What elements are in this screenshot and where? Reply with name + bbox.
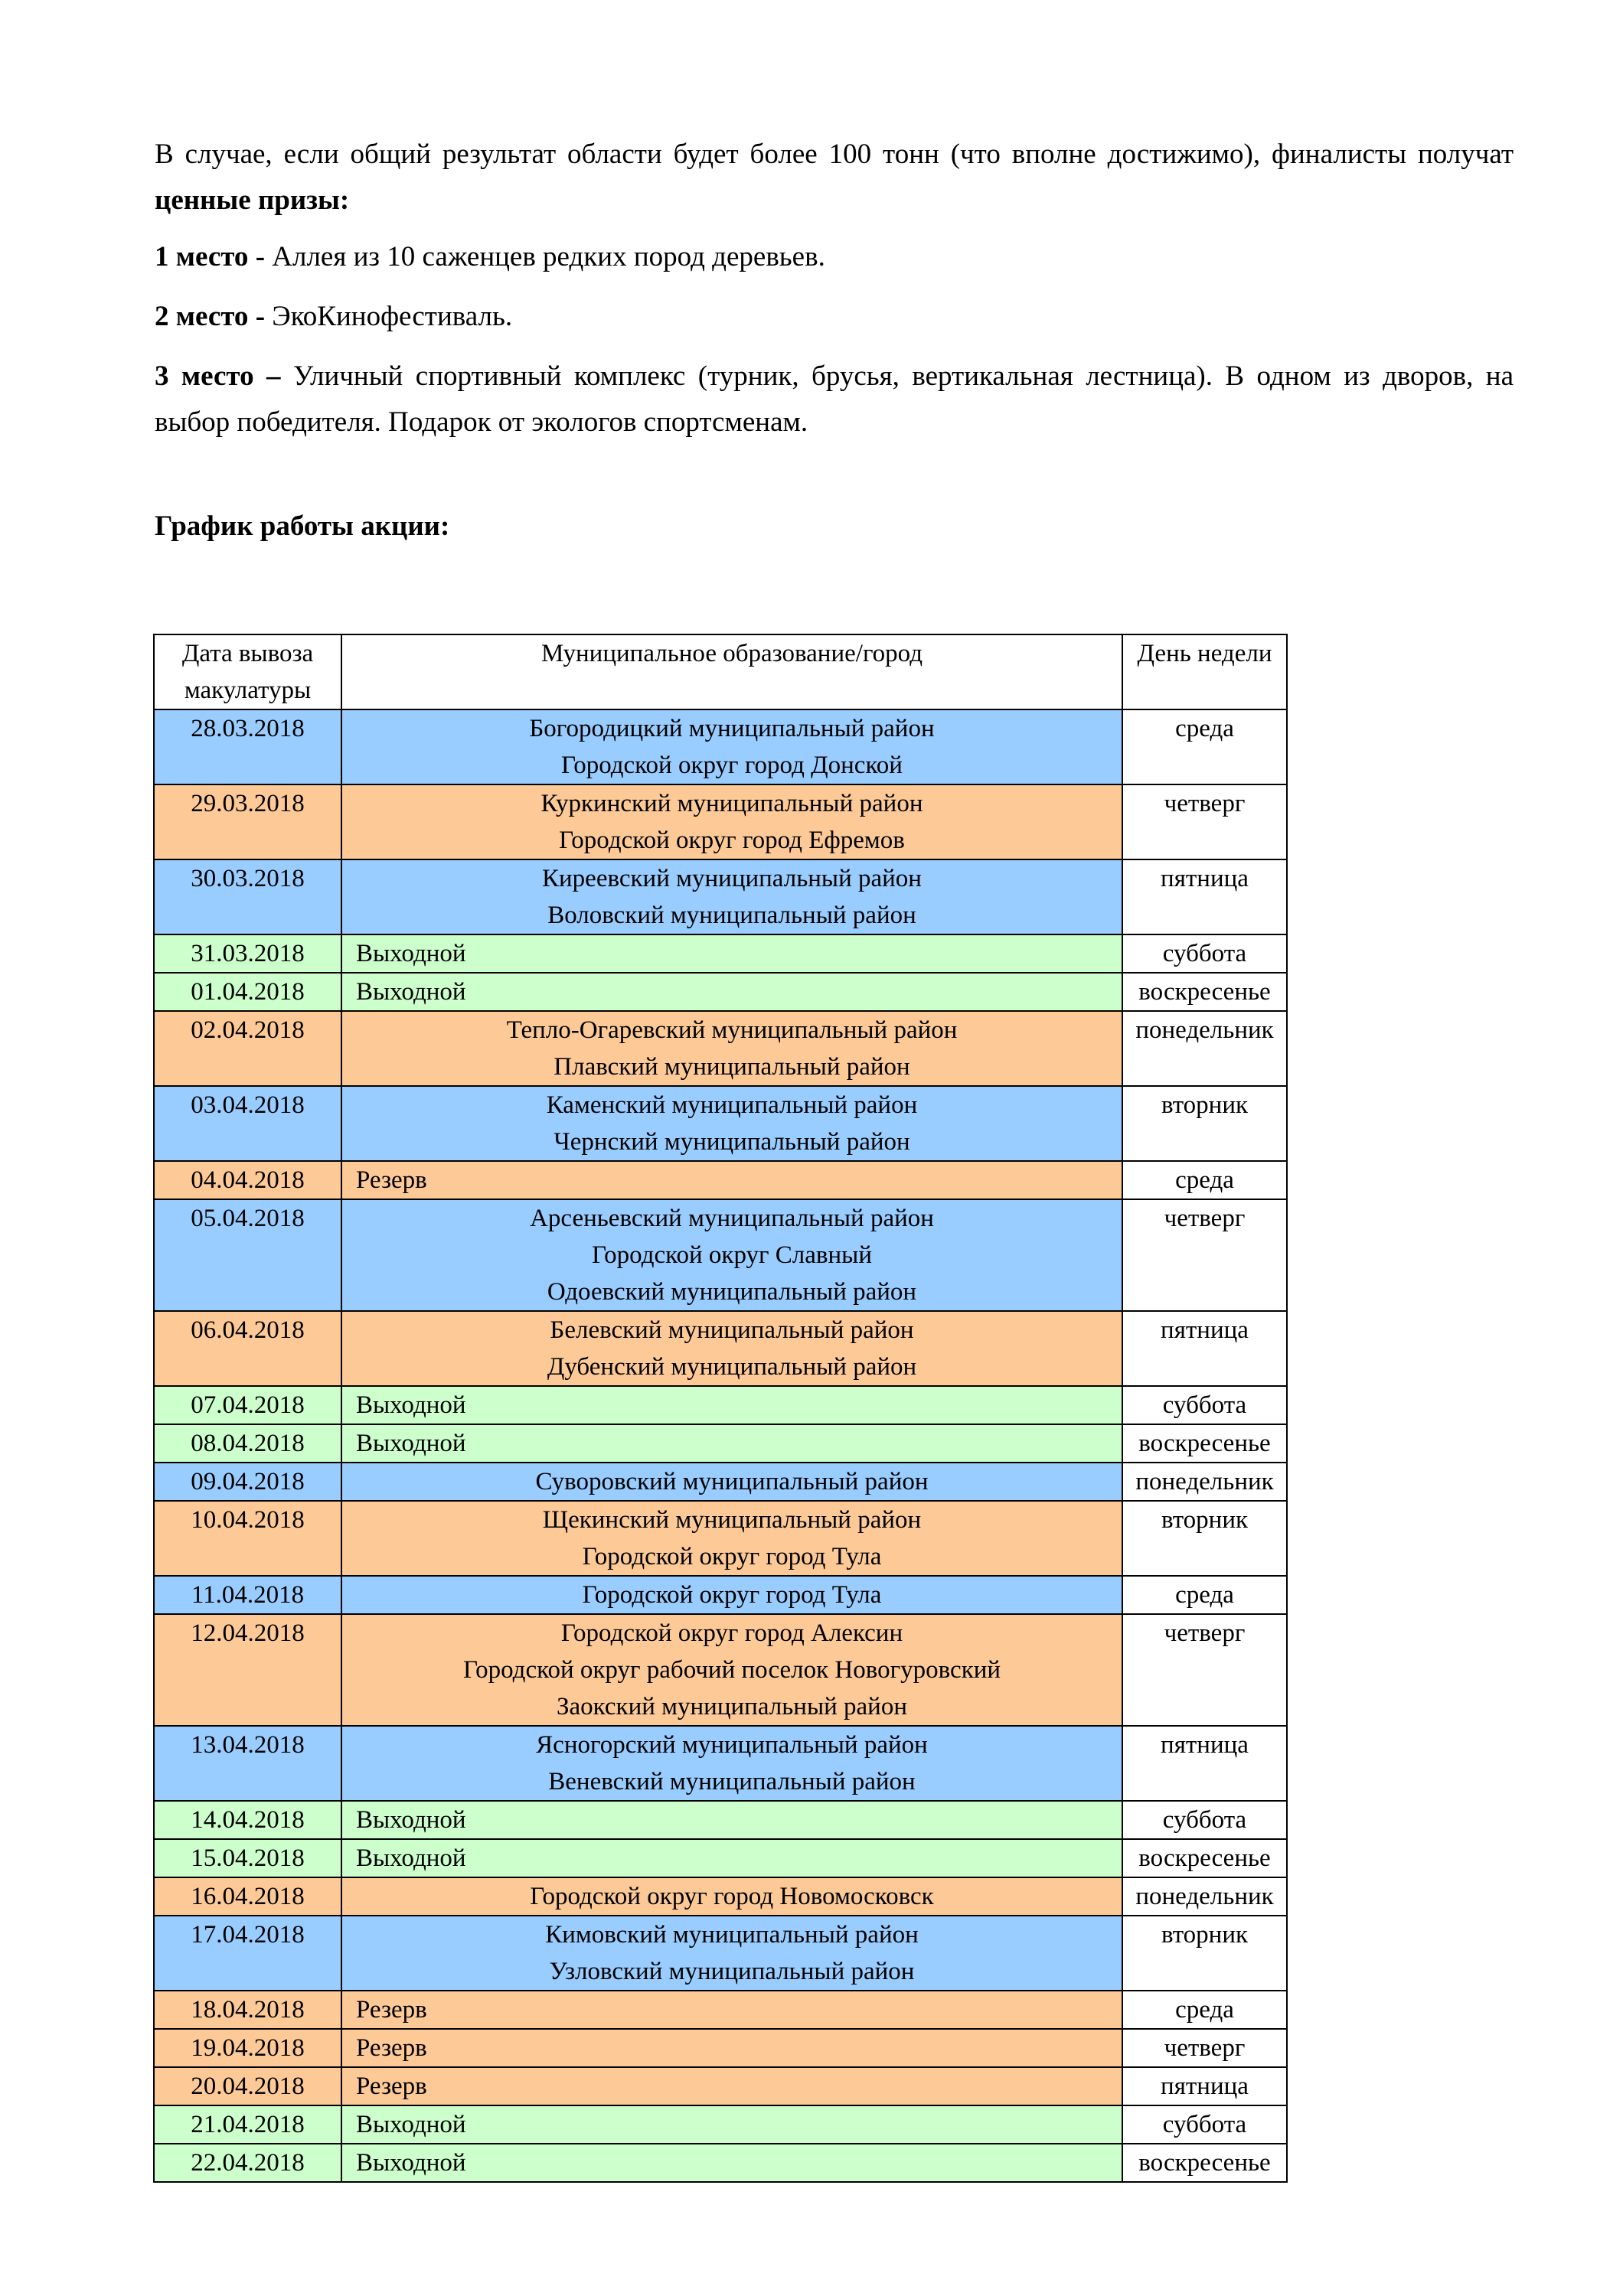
prize-text: Уличный спортивный комплекс (турник, брусья, вертикальная лестница). В одном из дворов, на выбор победителя. Подарок от экологов спортсменам. [155, 360, 1514, 438]
row-weekday: среда [1122, 1161, 1287, 1199]
table-row [154, 1877, 1287, 1916]
municipality-line: Городской округ город Донской [561, 752, 903, 779]
schedule-heading: График работы акции: [155, 510, 450, 542]
table-row [154, 1199, 1287, 1311]
row-municipality [341, 1877, 1122, 1916]
table-row [154, 1576, 1287, 1614]
row-municipality [341, 1501, 1122, 1576]
row-date: 06.04.2018 [154, 1311, 341, 1386]
table-row [154, 1463, 1287, 1501]
prize-place: 1 место [155, 241, 249, 272]
row-municipality [341, 2067, 1122, 2105]
table-row [154, 2144, 1287, 2182]
municipality-line: Воловский муниципальный район [547, 902, 916, 929]
row-date: 28.03.2018 [154, 709, 341, 784]
municipality-line: Куркинский муниципальный район [540, 790, 923, 817]
municipality-line: Ясногорский муниципальный район [536, 1731, 928, 1759]
municipality-line: Городской округ город Новомосковск [530, 1883, 934, 1910]
header-municipality: Муниципальное образование/город [341, 634, 1122, 709]
table-row [154, 1386, 1287, 1424]
table-row [154, 1839, 1287, 1877]
prize-separator: - [248, 301, 273, 332]
table-header-row [154, 634, 1287, 709]
intro-bold: ценные призы: [155, 184, 350, 216]
row-date: 13.04.2018 [154, 1726, 341, 1801]
row-date: 05.04.2018 [154, 1199, 341, 1311]
table-row [154, 2067, 1287, 2105]
row-date: 30.03.2018 [154, 859, 341, 934]
row-weekday: суббота [1122, 1386, 1287, 1424]
municipality-line: Выходной [356, 2149, 466, 2177]
municipality-line: Выходной [356, 1391, 466, 1419]
municipality-line: Веневский муниципальный район [548, 1768, 916, 1795]
table-row [154, 1991, 1287, 2029]
municipality-line: Резерв [356, 2034, 427, 2062]
municipality-line: Выходной [356, 1844, 466, 1872]
municipality-line: Тепло-Огаревский муниципальный район [506, 1016, 958, 1044]
municipality-line: Богородицкий муниципальный район [529, 715, 935, 742]
municipality-line: Узловский муниципальный район [549, 1958, 915, 1985]
table-row [154, 1916, 1287, 1991]
row-weekday: воскресенье [1122, 2144, 1287, 2182]
municipality-line: Городской округ город Тула [582, 1581, 882, 1609]
row-weekday: суббота [1122, 1801, 1287, 1839]
municipality-line: Резерв [356, 2073, 427, 2100]
municipality-line: Суворовский муниципальный район [535, 1468, 929, 1495]
table-row [154, 1801, 1287, 1839]
header-weekday: День недели [1122, 634, 1287, 709]
row-date: 03.04.2018 [154, 1086, 341, 1161]
prize-place: 2 место [155, 301, 249, 332]
row-municipality [341, 934, 1122, 973]
table-row [154, 1726, 1287, 1801]
row-date: 29.03.2018 [154, 784, 341, 859]
municipality-line: Арсеньевский муниципальный район [530, 1205, 934, 1232]
row-municipality [341, 1086, 1122, 1161]
row-weekday: вторник [1122, 1916, 1287, 1991]
prize-text: ЭкоКинофестиваль. [272, 301, 513, 332]
row-municipality [341, 1839, 1122, 1877]
municipality-line: Каменский муниципальный район [546, 1091, 918, 1119]
row-date: 20.04.2018 [154, 2067, 341, 2105]
row-weekday: четверг [1122, 1614, 1287, 1726]
row-municipality [341, 1199, 1122, 1311]
row-weekday: воскресенье [1122, 1424, 1287, 1463]
municipality-line: Выходной [356, 940, 466, 967]
municipality-line: Выходной [356, 1430, 466, 1457]
table-row [154, 1614, 1287, 1726]
row-weekday: четверг [1122, 1199, 1287, 1311]
prize-place: 3 место [155, 360, 254, 392]
prize-text: Аллея из 10 саженцев редких пород деревьев. [272, 241, 825, 272]
row-weekday: вторник [1122, 1086, 1287, 1161]
row-weekday: воскресенье [1122, 973, 1287, 1011]
intro-paragraph [155, 132, 1514, 223]
table-row [154, 1011, 1287, 1086]
row-date: 21.04.2018 [154, 2105, 341, 2144]
table-row [154, 784, 1287, 859]
table-row [154, 2105, 1287, 2144]
row-date: 04.04.2018 [154, 1161, 341, 1199]
table-row [154, 1501, 1287, 1576]
row-date: 14.04.2018 [154, 1801, 341, 1839]
table-row [154, 1086, 1287, 1161]
row-municipality [341, 1801, 1122, 1839]
row-municipality [341, 1916, 1122, 1991]
municipality-line: Городской округ город Алексин [560, 1619, 903, 1647]
row-municipality [341, 709, 1122, 784]
row-date: 31.03.2018 [154, 934, 341, 973]
municipality-line: Одоевский муниципальный район [547, 1278, 917, 1306]
intro-text: В случае, если общий результат области будет более 100 тонн (что вполне достижимо), финалисты получат [155, 139, 1514, 170]
municipality-line: Щекинский муниципальный район [542, 1506, 922, 1534]
row-weekday: понедельник [1122, 1011, 1287, 1086]
row-municipality [341, 1576, 1122, 1614]
row-date: 15.04.2018 [154, 1839, 341, 1877]
municipality-line: Кимовский муниципальный район [545, 1921, 919, 1949]
table-row [154, 2029, 1287, 2067]
prize-third [155, 354, 1514, 445]
municipality-line: Резерв [356, 1166, 427, 1194]
row-weekday: пятница [1122, 2067, 1287, 2105]
schedule-table [153, 634, 1288, 2183]
row-municipality [341, 1311, 1122, 1386]
municipality-line: Выходной [356, 1806, 466, 1834]
row-municipality [341, 973, 1122, 1011]
table-row [154, 1424, 1287, 1463]
header-date: Дата вывоза макулатуры [154, 634, 341, 709]
municipality-line: Киреевский муниципальный район [542, 865, 922, 892]
prize-separator: - [248, 241, 273, 272]
row-weekday: вторник [1122, 1501, 1287, 1576]
municipality-line: Городской округ рабочий поселок Новогуровский [462, 1656, 1001, 1684]
row-municipality [341, 2144, 1122, 2182]
row-date: 02.04.2018 [154, 1011, 341, 1086]
table-row [154, 859, 1287, 934]
row-municipality [341, 1161, 1122, 1199]
prize-second [155, 294, 1514, 340]
row-weekday: пятница [1122, 1726, 1287, 1801]
row-weekday: пятница [1122, 1311, 1287, 1386]
row-weekday: четверг [1122, 784, 1287, 859]
municipality-line: Чернский муниципальный район [554, 1128, 910, 1156]
row-municipality [341, 1991, 1122, 2029]
table-row [154, 973, 1287, 1011]
municipality-line: Резерв [356, 1996, 427, 2024]
row-weekday: среда [1122, 1576, 1287, 1614]
row-weekday: среда [1122, 1991, 1287, 2029]
prize-first [155, 234, 1514, 280]
municipality-line: Выходной [356, 2111, 466, 2138]
row-municipality [341, 1726, 1122, 1801]
row-date: 01.04.2018 [154, 973, 341, 1011]
row-municipality [341, 1011, 1122, 1086]
municipality-line: Городской округ город Тула [582, 1543, 882, 1570]
row-date: 19.04.2018 [154, 2029, 341, 2067]
row-municipality [341, 1424, 1122, 1463]
municipality-line: Городской округ город Ефремов [559, 827, 905, 854]
municipality-line: Выходной [356, 978, 466, 1006]
row-weekday: среда [1122, 709, 1287, 784]
table-row [154, 934, 1287, 973]
row-weekday: понедельник [1122, 1463, 1287, 1501]
row-municipality [341, 2105, 1122, 2144]
row-municipality [341, 1614, 1122, 1726]
row-date: 09.04.2018 [154, 1463, 341, 1501]
row-municipality [341, 1386, 1122, 1424]
row-municipality [341, 1463, 1122, 1501]
row-date: 11.04.2018 [154, 1576, 341, 1614]
row-weekday: суббота [1122, 934, 1287, 973]
table-row [154, 1311, 1287, 1386]
municipality-line: Заокский муниципальный район [557, 1693, 907, 1720]
row-municipality [341, 784, 1122, 859]
municipality-line: Городской округ Славный [591, 1241, 872, 1269]
table-body [154, 709, 1287, 2182]
row-date: 08.04.2018 [154, 1424, 341, 1463]
row-weekday: пятница [1122, 859, 1287, 934]
row-weekday: четверг [1122, 2029, 1287, 2067]
row-municipality [341, 859, 1122, 934]
row-date: 17.04.2018 [154, 1916, 341, 1991]
table-row [154, 709, 1287, 784]
row-date: 22.04.2018 [154, 2144, 341, 2182]
row-date: 18.04.2018 [154, 1991, 341, 2029]
row-weekday: суббота [1122, 2105, 1287, 2144]
prize-separator: – [253, 360, 293, 392]
row-date: 12.04.2018 [154, 1614, 341, 1726]
municipality-line: Дубенский муниципальный район [547, 1353, 917, 1381]
municipality-line: Плавский муниципальный район [554, 1053, 910, 1081]
row-date: 10.04.2018 [154, 1501, 341, 1576]
row-date: 16.04.2018 [154, 1877, 341, 1916]
table-row [154, 1161, 1287, 1199]
row-date: 07.04.2018 [154, 1386, 341, 1424]
row-weekday: воскресенье [1122, 1839, 1287, 1877]
row-municipality [341, 2029, 1122, 2067]
row-weekday: понедельник [1122, 1877, 1287, 1916]
municipality-line: Белевский муниципальный район [550, 1316, 914, 1344]
